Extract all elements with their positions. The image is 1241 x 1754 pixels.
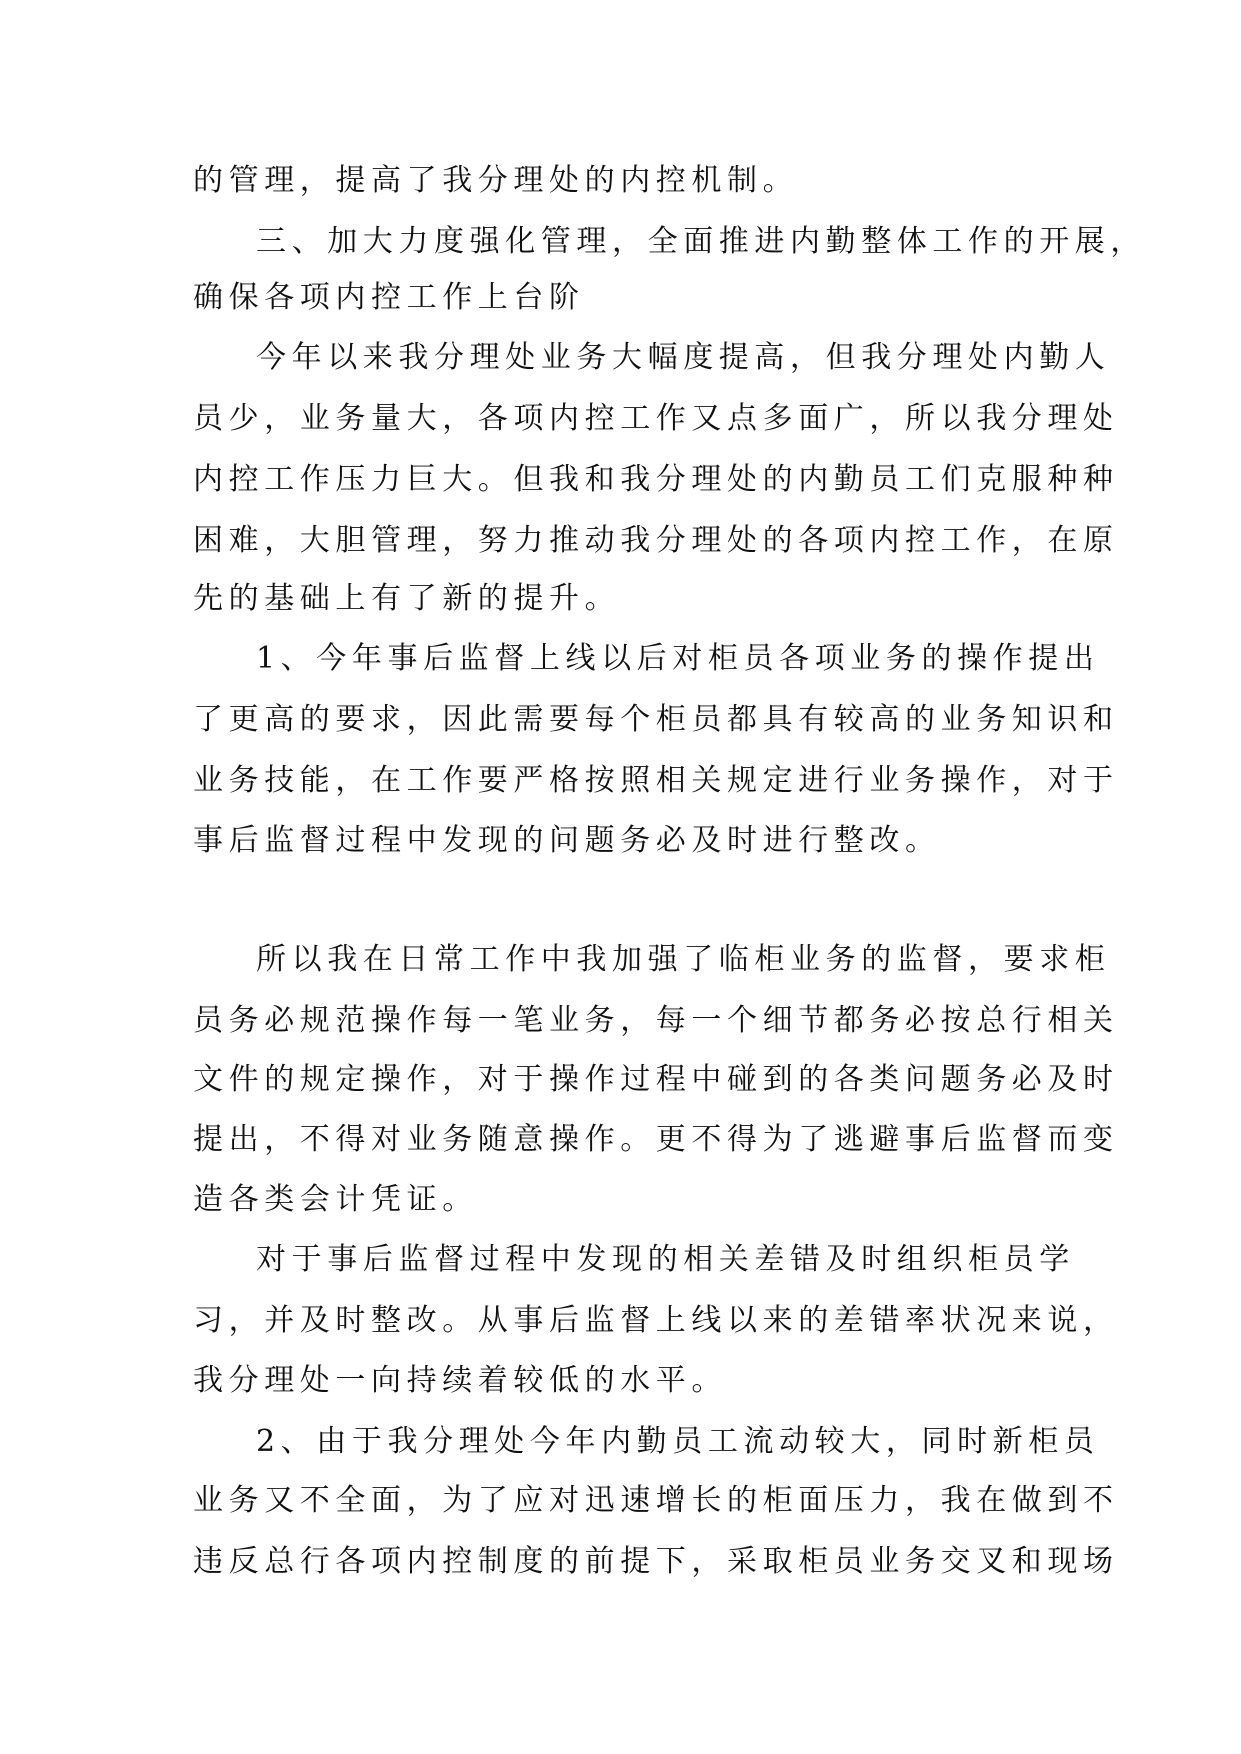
- text-line: 员务必规范操作每一笔业务，每一个细节都务必按总行相关: [193, 1003, 1119, 1038]
- text-line: 先的基础上有了新的提升。: [193, 581, 621, 616]
- text-line: 业务又不全面，为了应对迅速增长的柜面压力，我在做到不: [193, 1483, 1119, 1518]
- text-line: 对于事后监督过程中发现的相关差错及时组织柜员学: [256, 1242, 1075, 1277]
- text-line: 我分理处一向持续着较低的水平。: [193, 1363, 727, 1398]
- text-line: 业务技能，在工作要严格按照相关规定进行业务操作，对于: [193, 763, 1119, 798]
- text-line: 的管理，提高了我分理处的内控机制。: [193, 163, 799, 198]
- text-line: 所以我在日常工作中我加强了临柜业务的监督，要求柜: [256, 942, 1111, 977]
- list-item-line: 1、今年事后监督上线以后对柜员各项业务的操作提出: [256, 641, 1100, 676]
- list-item-line: 2、由于我分理处今年内勤员工流动较大，同时新柜员: [256, 1424, 1100, 1459]
- text-line: 内控工作压力巨大。但我和我分理处的内勤员工们克服种种: [193, 462, 1119, 497]
- text-line: 事后监督过程中发现的问题务必及时进行整改。: [193, 823, 941, 858]
- text-line: 今年以来我分理处业务大幅度提高，但我分理处内勤人: [256, 340, 1111, 375]
- section-heading-line: 三、加大力度强化管理，全面推进内勤整体工作的开展，: [256, 224, 1146, 259]
- section-heading-line: 确保各项内控工作上台阶: [193, 280, 585, 315]
- text-line: 了更高的要求，因此需要每个柜员都具有较高的业务知识和: [193, 702, 1119, 737]
- text-line: 违反总行各项内控制度的前提下，采取柜员业务交叉和现场: [193, 1544, 1119, 1579]
- text-line: 文件的规定操作，对于操作过程中碰到的各类问题务必及时: [193, 1062, 1119, 1097]
- text-line: 提出，不得对业务随意操作。更不得为了逃避事后监督而变: [193, 1122, 1119, 1157]
- text-line: 习，并及时整改。从事后监督上线以来的差错率状况来说，: [193, 1303, 1119, 1338]
- text-line: 造各类会计凭证。: [193, 1182, 478, 1217]
- text-line: 困难，大胆管理，努力推动我分理处的各项内控工作，在原: [193, 523, 1119, 558]
- text-line: 员少，业务量大，各项内控工作又点多面广，所以我分理处: [193, 401, 1119, 436]
